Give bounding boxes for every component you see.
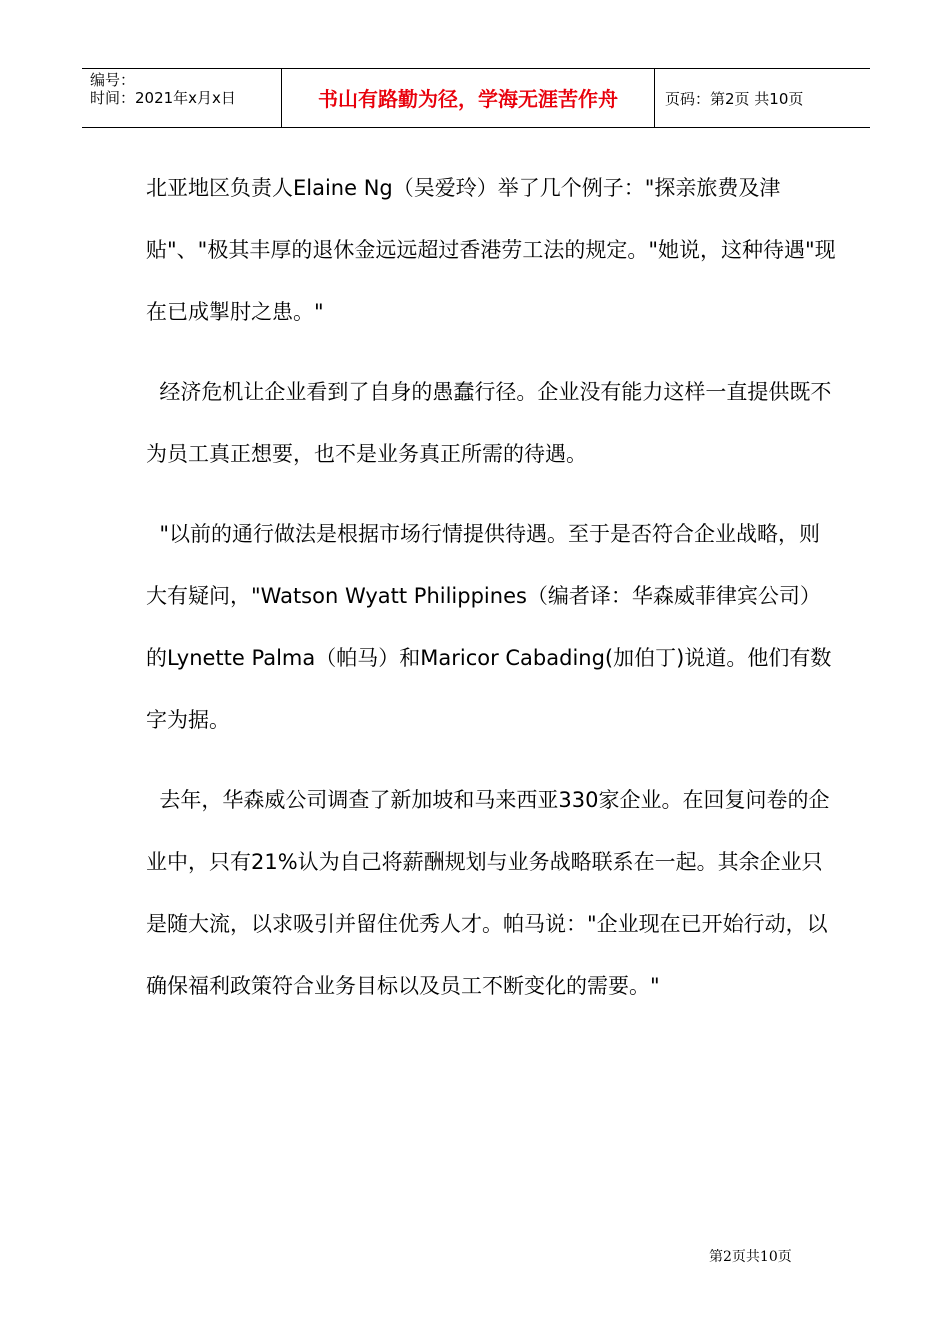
paragraph-1: 北亚地区负责人Elaine Ng（吴爱玲）举了几个例子："探亲旅费及津贴"、"极其丰厚的退休金远远超过香港劳工法的规定。"她说，这种待遇"现在已成掣肘之患。" (146, 176, 836, 324)
paragraph-3: "以前的通行做法是根据市场行情提供待遇。至于是否符合企业战略，则大有疑问，"Watson Wyatt Philippines（编者译：华森威菲律宾公司）的Lynette Palma（帕马）和Maricor Cabading(加伯丁)说道。他们有数字为据。 (146, 522, 832, 732)
document-header (82, 68, 870, 128)
header-motto-cell (282, 69, 655, 127)
document-number-label: 编号： (90, 71, 136, 89)
header-page-cell (655, 69, 870, 127)
header-motto: 书山有路勤为径，学海无涯苦作舟 (318, 87, 618, 111)
document-body (146, 157, 836, 1017)
paragraph-2: 经济危机让企业看到了自身的愚蠢行径。企业没有能力这样一直提供既不为员工真正想要，也不是业务真正所需的待遇。 (146, 380, 832, 466)
header-meta-cell (82, 69, 282, 127)
footer-page-number: 第2页共10页 (709, 1249, 792, 1265)
document-time-label: 时间：2021年x月x日 (90, 89, 236, 107)
paragraph-4: 去年，华森威公司调查了新加坡和马来西亚330家企业。在回复问卷的企业中，只有21%认为自己将薪酬规划与业务战略联系在一起。其余企业只是随大流，以求吸引并留住优秀人才。帕马说："企业现在已开始行动，以确保福利政策符合业务目标以及员工不断变化的需要。" (146, 788, 830, 998)
header-page-number: 页码：第2页 共10页 (665, 90, 804, 108)
